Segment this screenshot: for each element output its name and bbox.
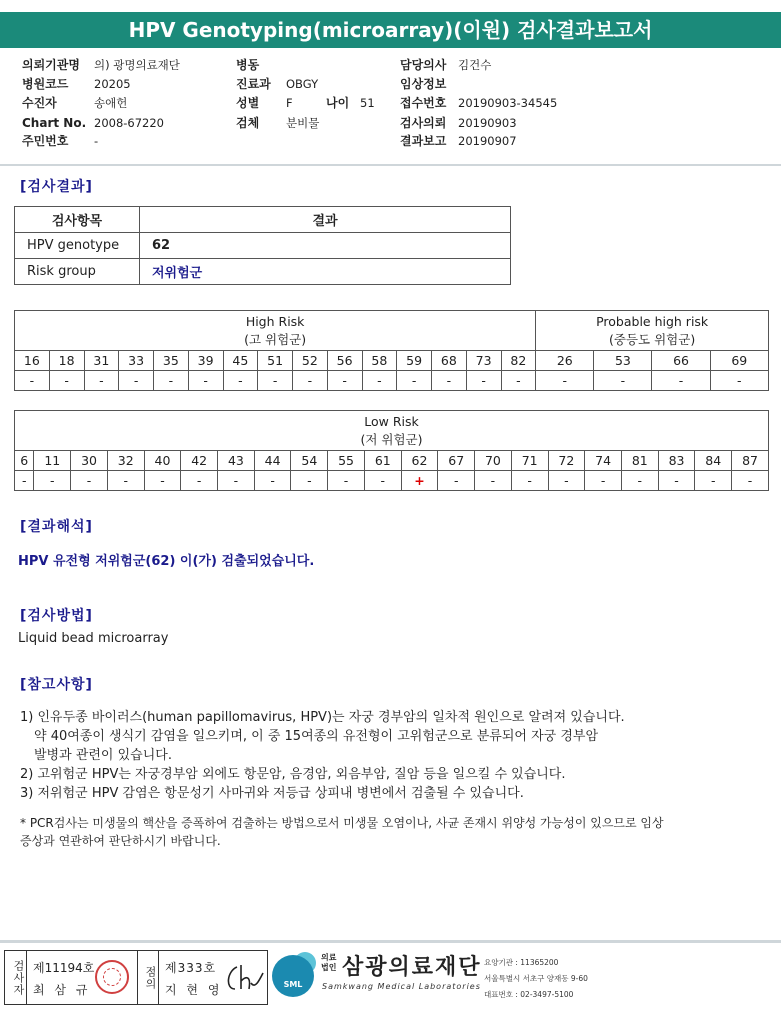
genotype-result-cell: - (621, 471, 658, 491)
table-row (15, 371, 769, 391)
genotype-type-cell: 31 (84, 351, 119, 371)
high-risk-title: High Risk (245, 313, 305, 329)
genotype-type-cell: 52 (293, 351, 328, 371)
genotype-result-cell: - (84, 371, 119, 391)
footnote-line: 증상과 연관하여 판단하시기 바랍니다. (20, 834, 221, 848)
genotype-result-cell: - (594, 371, 652, 391)
genotype-type-cell: 54 (291, 451, 328, 471)
genotype-result-cell: - (181, 471, 218, 491)
genotype-result-cell: - (585, 471, 622, 491)
contact-info (484, 955, 588, 1003)
table-row (15, 351, 769, 371)
genotype-result-cell: - (293, 371, 328, 391)
info-receipt-no: 접수번호 20190903-34545 (400, 96, 558, 110)
genotype-result-cell: - (107, 471, 144, 491)
genotype-result-cell: - (218, 471, 255, 491)
genotype-type-cell: 72 (548, 451, 585, 471)
genotype-type-cell: 26 (536, 351, 594, 371)
notes-list (20, 708, 760, 803)
low-risk-header (15, 411, 769, 451)
genotype-result-cell: - (710, 371, 768, 391)
info-sex: 성별 F (236, 96, 293, 110)
brand-name: 삼광의료재단 (342, 955, 482, 980)
genotype-result-cell: - (658, 471, 695, 491)
genotype-result-cell: - (438, 471, 475, 491)
genotype-result-cell: - (119, 371, 154, 391)
info-ward: 병동 (236, 58, 260, 72)
genotype-type-cell: 68 (432, 351, 467, 371)
genotype-result-cell: - (536, 371, 594, 391)
genotype-type-cell: 71 (511, 451, 548, 471)
genotype-result-cell: - (475, 471, 512, 491)
low-risk-title: Low Risk (364, 413, 419, 429)
high-risk-header (15, 311, 536, 351)
genotype-type-cell: 56 (327, 351, 362, 371)
genotype-type-cell: 53 (594, 351, 652, 371)
genotype-result-cell: - (364, 471, 401, 491)
info-resident-no: 주민번호 - (22, 134, 99, 148)
genotype-result-cell: - (432, 371, 467, 391)
section-notes-title: [참고사항] (20, 677, 93, 693)
sml-logo-icon: SML (272, 955, 314, 997)
genotype-type-cell: 70 (475, 451, 512, 471)
genotype-result-cell: - (695, 471, 732, 491)
genotype-type-cell: 55 (328, 451, 365, 471)
genotype-type-cell: 44 (254, 451, 291, 471)
probable-risk-header (536, 311, 769, 351)
footnote-line: * PCR검사는 미생물의 핵산을 증폭하여 검출하는 방법으로서 미생물 오염이나, 사균 존재시 위양성 가능성이 있으므로 임상 (20, 816, 664, 830)
genotype-result-cell: - (223, 371, 258, 391)
header-result: 결과 (140, 207, 511, 233)
examiner-name: 최 삼 규 (33, 983, 91, 997)
section-method-title: [검사방법] (20, 608, 93, 624)
genotype-result-cell: - (144, 471, 181, 491)
info-age: 나이 51 (326, 96, 375, 110)
genotype-result-cell: - (34, 471, 71, 491)
genotype-type-cell: 61 (364, 451, 401, 471)
genotype-result-cell: - (466, 371, 501, 391)
row-item: Risk group (15, 259, 140, 285)
section-interpretation-title: [결과해석] (20, 519, 93, 535)
genotype-result-cell: - (397, 371, 432, 391)
row-item: HPV genotype (15, 233, 140, 259)
genotype-type-cell: 81 (621, 451, 658, 471)
note-line: 3) 저위험군 HPV 감염은 항문성기 사마귀와 저등급 상피내 병변에서 검출될 수 있습니다. (20, 786, 524, 801)
genotype-result-cell: - (501, 371, 536, 391)
probable-risk-title: Probable high risk (596, 313, 709, 329)
brand-english: Samkwang Medical Laboratories (322, 982, 481, 991)
table-row (15, 259, 511, 285)
footer-divider (0, 940, 781, 943)
genotype-type-cell: 42 (181, 451, 218, 471)
table-row (15, 207, 511, 233)
table-row (15, 311, 769, 351)
info-chart-no: Chart No. 2008-67220 (22, 116, 164, 130)
probable-risk-subtitle: (중등도 위험군) (609, 331, 696, 347)
genotype-result-cell: - (49, 371, 84, 391)
contact-line: 서울특별시 서초구 양재동 9-60 (484, 974, 588, 983)
low-risk-table (14, 410, 769, 491)
examiner-license: 제11194호 (33, 961, 95, 975)
genotype-result-cell: - (328, 471, 365, 491)
table-row (15, 471, 769, 491)
genotype-type-cell: 73 (466, 351, 501, 371)
genotype-type-cell: 43 (218, 451, 255, 471)
genotype-type-cell: 59 (397, 351, 432, 371)
brand-prefix: 의료법인 (321, 953, 337, 972)
genotype-type-cell: 51 (258, 351, 293, 371)
genotype-type-cell: 33 (119, 351, 154, 371)
signature-box (4, 950, 268, 1005)
low-risk-subtitle: (저 위험군) (360, 431, 423, 447)
genotype-result-cell: - (258, 371, 293, 391)
genotype-type-cell: 35 (154, 351, 189, 371)
patient-info (0, 56, 781, 156)
genotype-result-cell: - (254, 471, 291, 491)
genotype-result-cell: - (154, 371, 189, 391)
info-clinical: 임상정보 (400, 77, 447, 91)
genotype-type-cell: 11 (34, 451, 71, 471)
result-table (14, 206, 511, 285)
genotype-result-cell: - (71, 471, 108, 491)
reviewer-label: 점의 (137, 951, 159, 1004)
reviewer-name: 지 현 영 (165, 983, 223, 997)
table-row (15, 411, 769, 451)
genotype-type-cell: 82 (501, 351, 536, 371)
genotype-result-cell: - (188, 371, 223, 391)
genotype-type-cell: 32 (107, 451, 144, 471)
genotype-type-cell: 16 (15, 351, 50, 371)
genotype-result-cell: + (401, 471, 438, 491)
table-row (15, 451, 769, 471)
examiner-label: 검사자 (5, 951, 27, 1004)
row-result: 저위험군 (140, 259, 511, 285)
reviewer-license: 제333호 (165, 961, 217, 975)
header-item: 검사항목 (15, 207, 140, 233)
info-report-date: 결과보고 20190907 (400, 134, 517, 148)
section-result-title: [검사결과] (20, 179, 93, 195)
genotype-type-cell: 45 (223, 351, 258, 371)
genotype-type-cell: 74 (585, 451, 622, 471)
genotype-result-cell: - (548, 471, 585, 491)
divider (0, 164, 781, 166)
genotype-type-cell: 30 (71, 451, 108, 471)
row-result: 62 (140, 233, 511, 259)
genotype-type-cell: 67 (438, 451, 475, 471)
genotype-result-cell: - (511, 471, 548, 491)
genotype-type-cell: 40 (144, 451, 181, 471)
genotype-result-cell: - (327, 371, 362, 391)
signature-icon (223, 961, 265, 995)
genotype-type-cell: 39 (188, 351, 223, 371)
genotype-result-cell: - (15, 471, 34, 491)
genotype-type-cell: 62 (401, 451, 438, 471)
note-line: 약 40여종이 생식기 감염을 일으키며, 이 중 15여종의 유전형이 고위험군으로 분류되어 자궁 경부암 (34, 729, 599, 744)
seal-icon (95, 960, 129, 994)
genotype-type-cell: 69 (710, 351, 768, 371)
genotype-result-cell: - (652, 371, 710, 391)
high-risk-subtitle: (고 위험군) (244, 331, 307, 347)
genotype-type-cell: 6 (15, 451, 34, 471)
report-title: HPV Genotyping(microarray)(이원) 검사결과보고서 (0, 12, 781, 48)
footnote (20, 814, 760, 850)
info-specimen: 검체 분비물 (236, 116, 320, 130)
contact-line: 요양기관 : 11365200 (484, 958, 559, 967)
genotype-result-cell: - (291, 471, 328, 491)
genotype-result-cell: - (362, 371, 397, 391)
table-row (15, 233, 511, 259)
genotype-type-cell: 66 (652, 351, 710, 371)
genotype-type-cell: 18 (49, 351, 84, 371)
info-doctor: 담당의사 김건수 (400, 58, 492, 72)
method-text: Liquid bead microarray (18, 631, 169, 646)
genotype-type-cell: 87 (732, 451, 769, 471)
note-line: 1) 인유두종 바이러스(human papillomavirus, HPV)는 자궁 경부암의 일차적 원인으로 알려져 있습니다. (20, 710, 625, 725)
contact-line: 대표번호 : 02-3497-5100 (484, 990, 574, 999)
info-requester: 의뢰기관명 의) 광명의료재단 (22, 58, 180, 72)
genotype-type-cell: 84 (695, 451, 732, 471)
info-department: 진료과 OBGY (236, 77, 319, 91)
genotype-result-cell: - (15, 371, 50, 391)
genotype-type-cell: 83 (658, 451, 695, 471)
genotype-type-cell: 58 (362, 351, 397, 371)
genotype-result-cell: - (732, 471, 769, 491)
note-line: 발병과 관련이 있습니다. (34, 748, 172, 763)
info-patient: 수진자 송애헌 (22, 96, 128, 110)
info-hospital-code: 병원코드 20205 (22, 77, 131, 91)
interpretation-text: HPV 유전형 저위험군(62) 이(가) 검출되었습니다. (18, 554, 315, 569)
high-risk-table (14, 310, 769, 391)
note-line: 2) 고위험군 HPV는 자궁경부암 외에도 항문암, 음경암, 외음부암, 질암 등을 일으킬 수 있습니다. (20, 767, 566, 782)
info-request-date: 검사의뢰 20190903 (400, 116, 517, 130)
